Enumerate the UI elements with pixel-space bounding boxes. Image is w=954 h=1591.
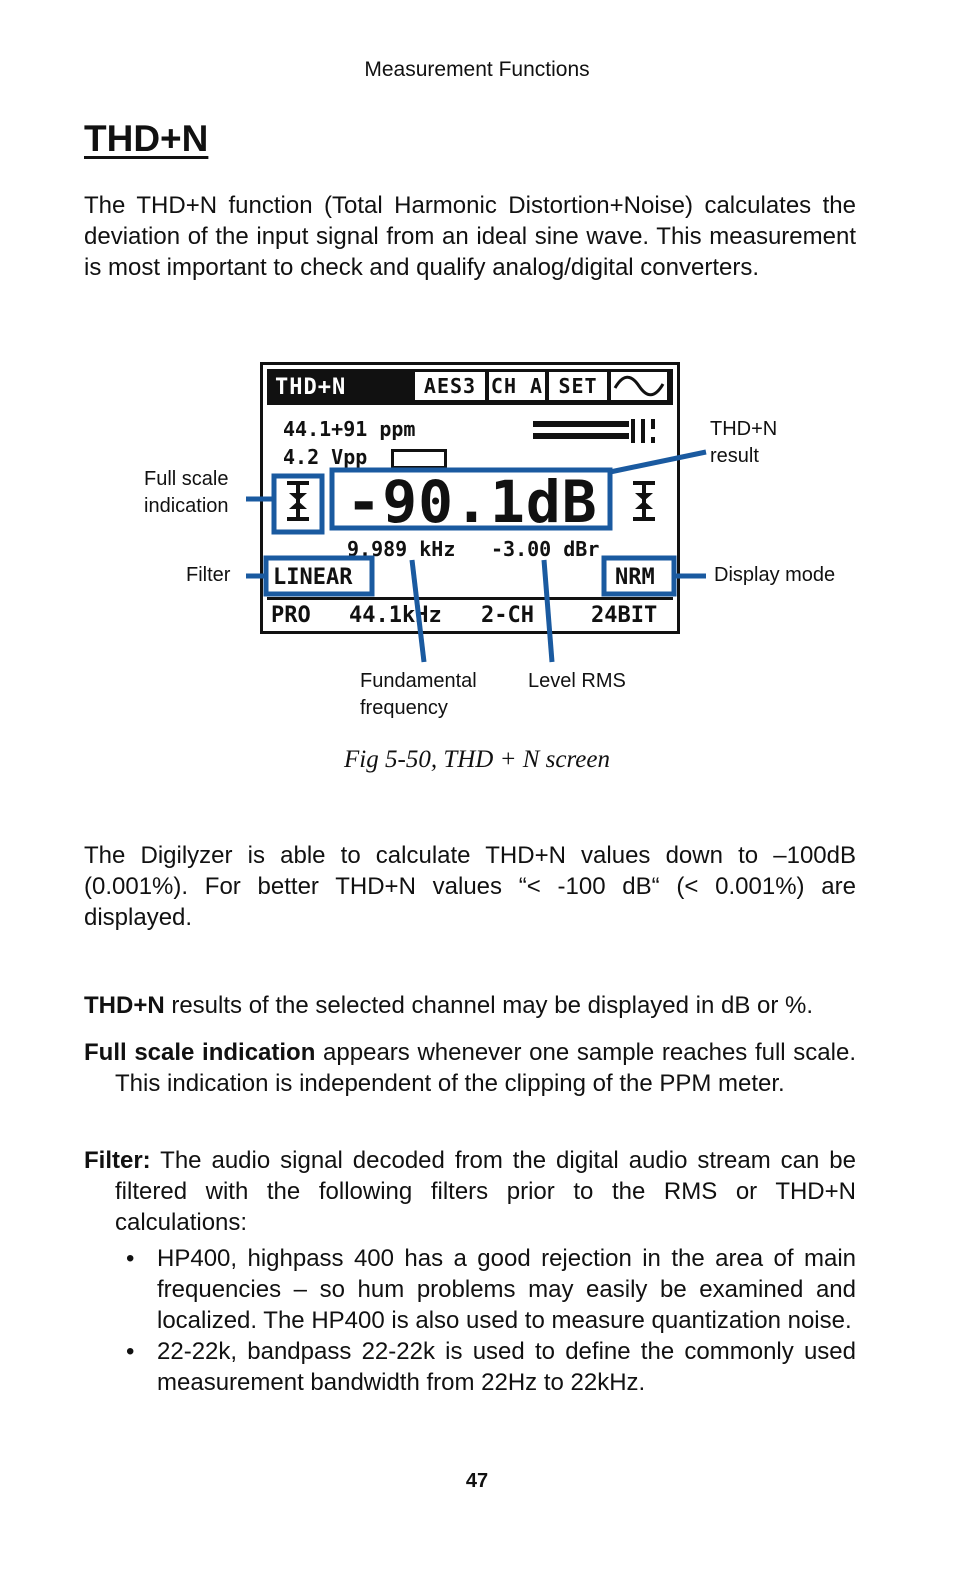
callout-full-scale: Full scale indication — [144, 468, 229, 517]
callout-level-rms: Level RMS — [528, 670, 626, 692]
callout-thd-result: THD+N result — [710, 418, 778, 467]
level-rms-value: -3.00 dBr — [491, 537, 600, 561]
display-mode-value: NRM — [615, 565, 655, 590]
definition-text: appears whenever one sample reaches full scale. This indication is independent of the clipping of the PPM meter. — [115, 1039, 857, 1097]
callout-filter: Filter — [186, 564, 231, 586]
definition-term: Filter: — [84, 1147, 151, 1174]
range-paragraph: The Digilyzer is able to calculate THD+N values down to –100dB (0.001%). For better THD+N values “< -100 dB“ (< 0.001%) are displayed. — [84, 842, 856, 931]
callout-display-mode: Display mode — [714, 564, 836, 586]
lcd-tab-channel: CH A — [490, 374, 544, 398]
intro-paragraph: The THD+N function (Total Harmonic Distortion+Noise) calculates the deviation of the input signal from an ideal sine wave. This measurement is most important to check and qualify analog/digital converters. — [84, 192, 856, 281]
status-bits: 24BIT — [591, 603, 658, 628]
definition-text: results of the selected channel may be displayed in dB or %. — [164, 992, 814, 1019]
page-number: 47 — [465, 1470, 489, 1492]
thd-result-leader — [610, 452, 706, 472]
list-item: • 22-22k, bandpass 22-22k is used to define the commonly used measurement bandwidth from 22Hz to 22kHz. — [126, 1338, 856, 1396]
callout-fundamental: Fundamental frequency — [360, 670, 477, 719]
full-scale-highlight — [274, 476, 322, 532]
thd-figure — [0, 340, 954, 800]
lcd-mode-label: THD+N — [275, 375, 347, 400]
lcd-ppm-readout: 44.1+91 ppm — [283, 417, 416, 441]
lcd-vpp-readout: 4.2 Vpp — [283, 445, 368, 469]
lcd-tab-set: SET — [549, 372, 607, 400]
bullet-icon: • — [126, 1245, 135, 1272]
definition-filter — [84, 1145, 856, 1238]
definition-term: Full scale indication — [84, 1039, 316, 1066]
running-header: Measurement Functions — [364, 58, 590, 81]
display-mode-highlight — [604, 558, 674, 594]
status-channels: 2-CH — [481, 603, 534, 628]
thd-result-value: -90.1dB — [346, 468, 598, 536]
figure-caption: Fig 5-50, THD + N screen — [344, 746, 610, 773]
list-item: • HP400, highpass 400 has a good rejection in the area of main frequencies – so hum problems may easily be examined and localized. The HP400 is also used to measure quantization noise. — [126, 1245, 856, 1334]
filter-list — [126, 1243, 856, 1398]
level-leader — [544, 560, 552, 662]
definition-full-scale — [84, 1037, 856, 1099]
filter-value: LINEAR — [273, 565, 353, 590]
fundamental-frequency-value: 9.989 kHz — [347, 537, 456, 561]
status-format: PRO — [271, 603, 311, 628]
status-rate: 44.1kHz — [349, 603, 442, 628]
definition-term: THD+N — [84, 992, 165, 1019]
definition-thd — [84, 990, 856, 1021]
bullet-icon: • — [126, 1338, 135, 1365]
fundamental-leader — [412, 560, 424, 662]
thd-result-highlight — [332, 468, 610, 536]
filter-highlight — [266, 558, 372, 594]
section-title: THD+N — [84, 118, 209, 159]
lcd-tab-source: AES3 — [415, 372, 485, 400]
definition-text: The audio signal decoded from the digital audio stream can be filtered with the following filters prior to the RMS or THD+N calculations: — [115, 1147, 856, 1236]
